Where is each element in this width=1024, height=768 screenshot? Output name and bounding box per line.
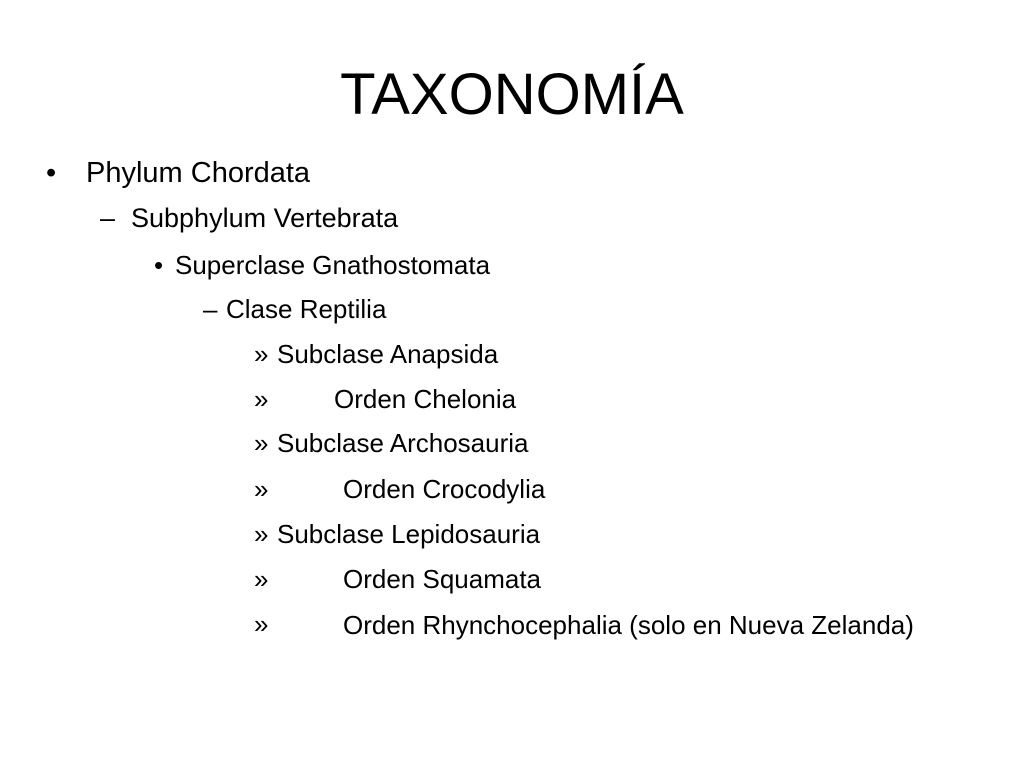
list-item-text: Subclase Anapsida [277,339,499,369]
list-item [0,426,1024,460]
double-chevron-icon: » [254,428,269,458]
bullet-icon: • [46,157,57,189]
double-chevron-icon: » [254,609,269,639]
list-item-text: Phylum Chordata [86,157,311,189]
bullet-icon: • [154,250,164,280]
list-item-text: Orden Crocodylia [343,474,546,504]
list-item-text: Orden Rhynchocephalia (solo en Nueva Zelanda) [343,610,914,640]
list-item-text: Orden Chelonia [334,384,517,414]
dash-icon: – [203,294,218,324]
double-chevron-icon: » [254,384,269,414]
dash-icon: – [100,203,116,233]
list-item [0,292,1024,326]
list-item-text: Superclase Gnathostomata [175,250,491,280]
list-item [0,248,1024,282]
list-item-text: Clase Reptilia [226,294,387,324]
list-item-text: Subclase Lepidosauria [277,519,541,549]
double-chevron-icon: » [254,564,269,594]
slide-title: TAXONOMÍA [340,62,684,127]
double-chevron-icon: » [254,339,269,369]
list-item [0,382,1024,416]
list-item [0,156,1024,190]
list-item [0,201,1024,235]
list-item-text: Subclase Archosauria [277,428,529,458]
list-item [0,517,1024,551]
list-item [0,562,1024,596]
list-item [0,337,1024,371]
list-item-text: Subphylum Vertebrata [131,203,399,233]
list-item [0,472,1024,506]
double-chevron-icon: » [254,474,269,504]
list-item [0,607,1024,687]
double-chevron-icon: » [254,519,269,549]
list-item-text: Orden Squamata [343,564,542,594]
